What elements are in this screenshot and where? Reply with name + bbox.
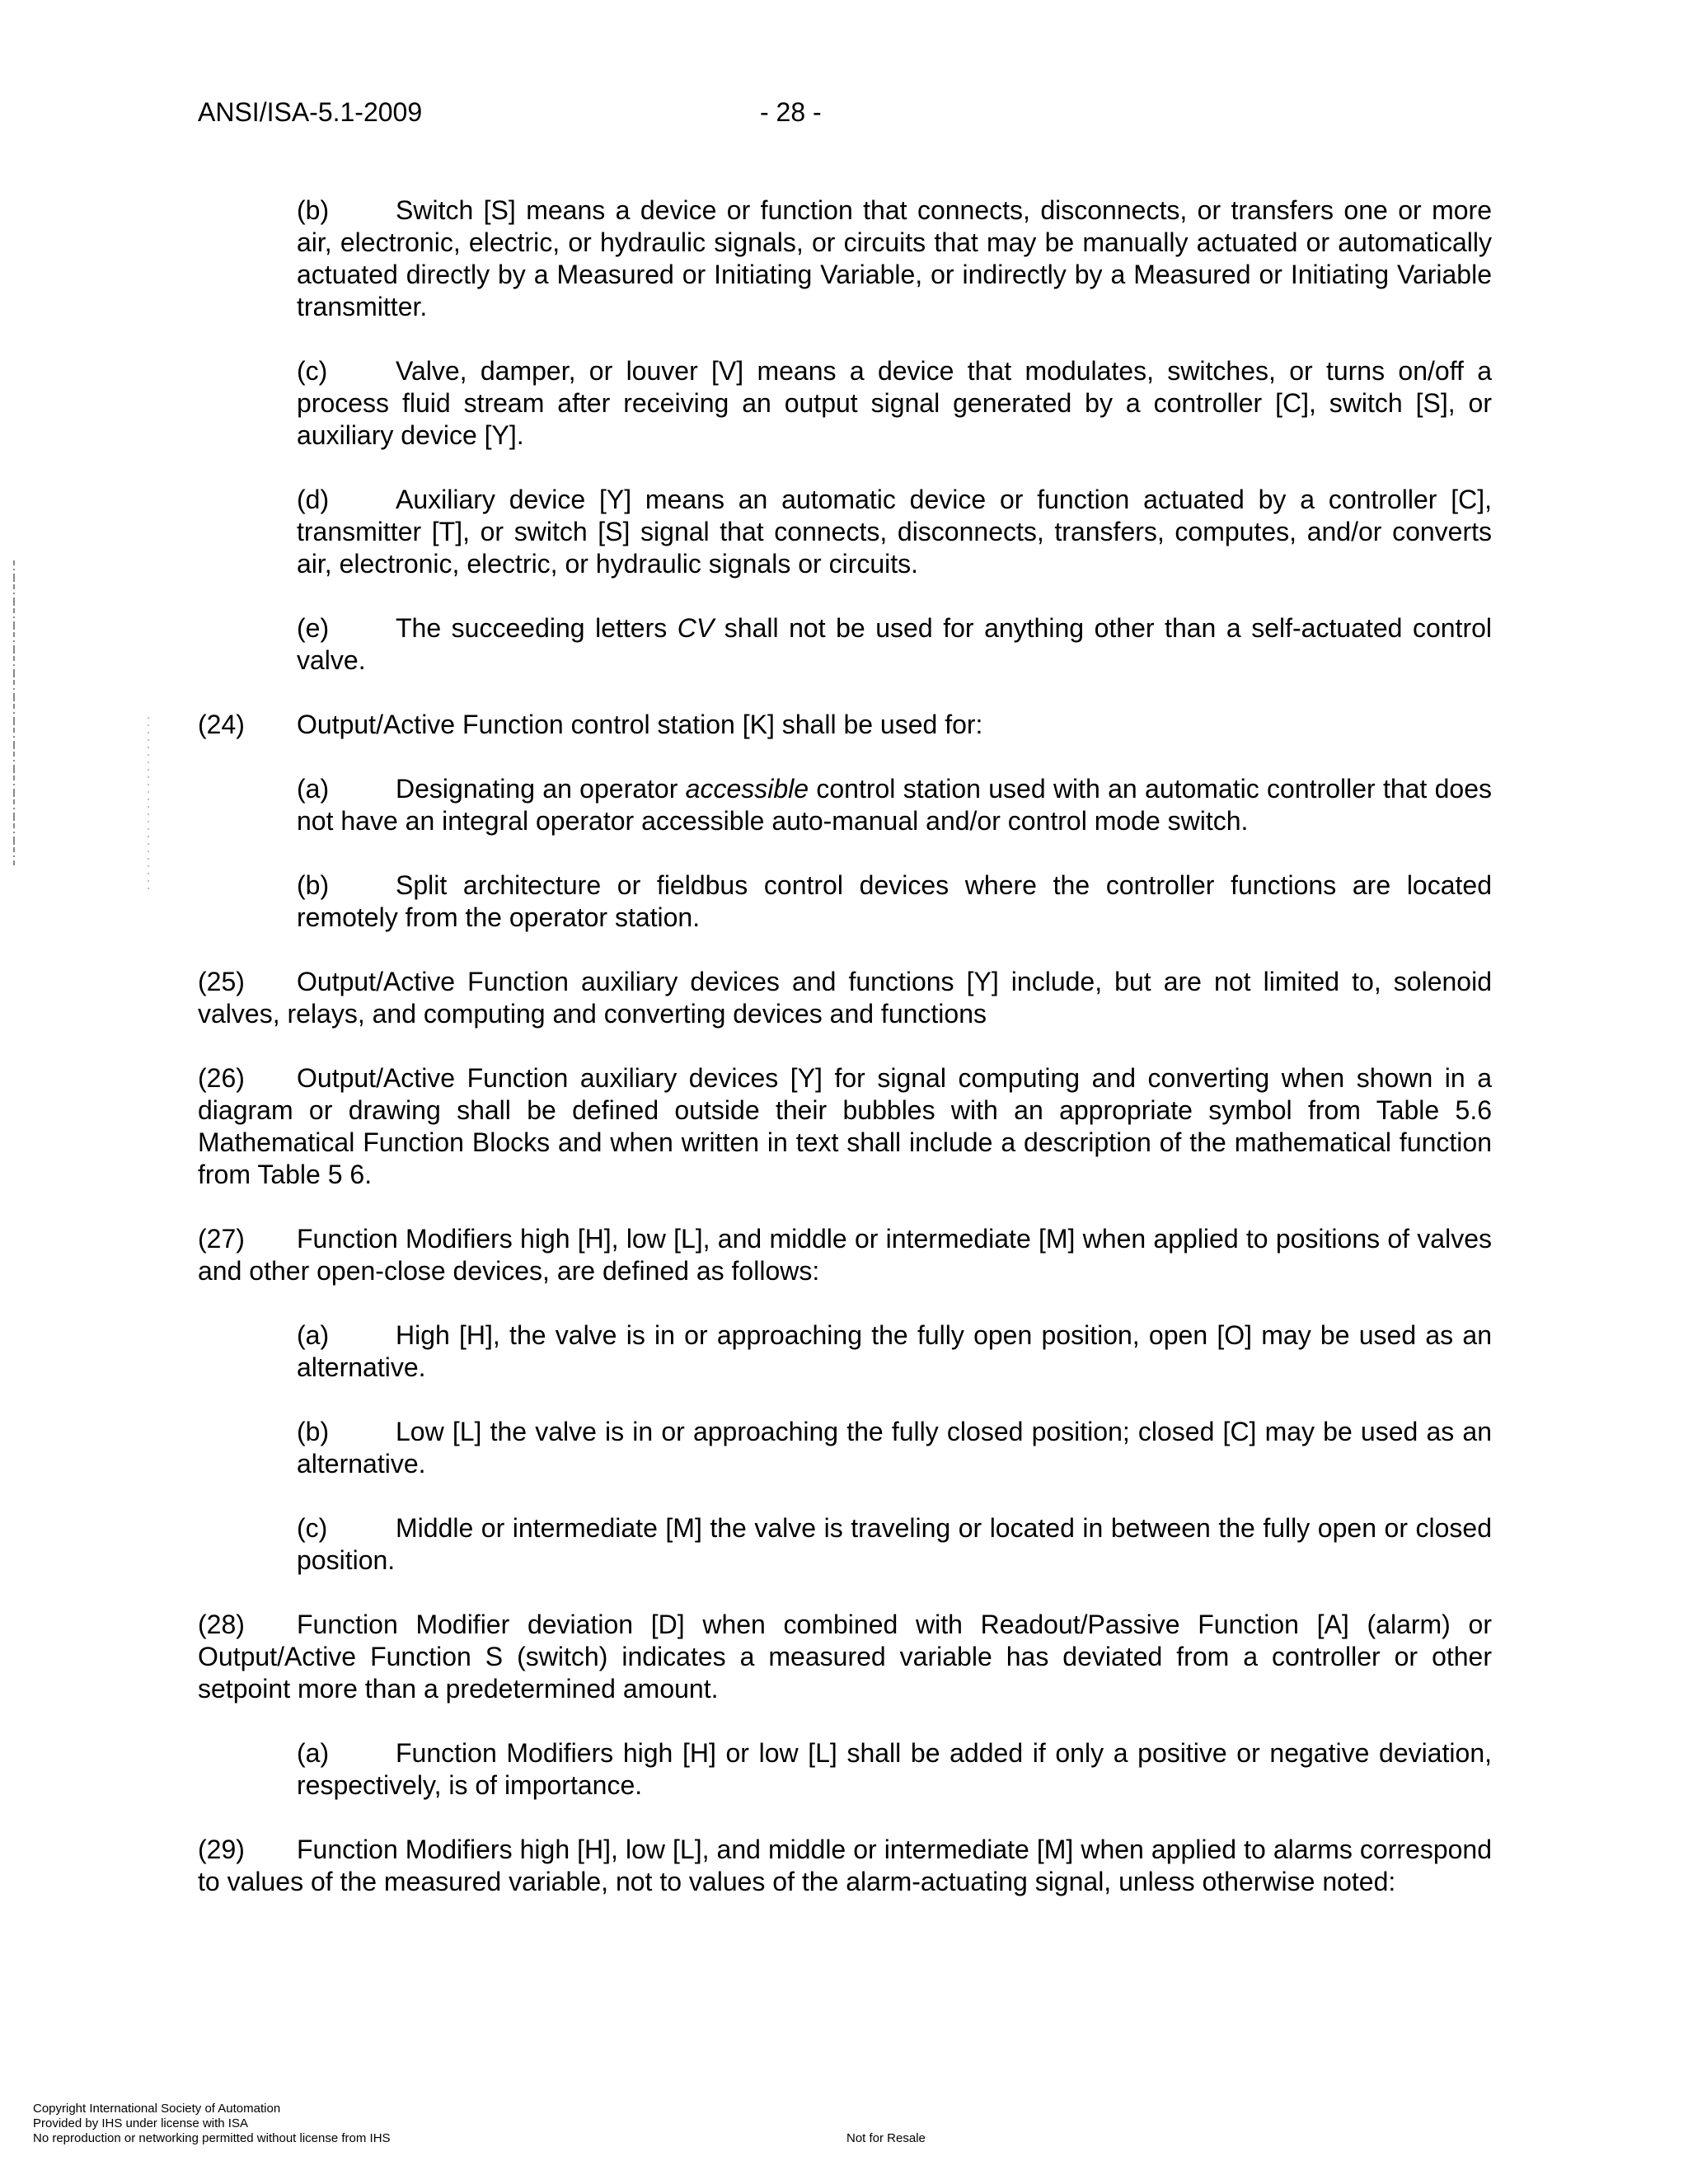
item-label: (24) (198, 710, 245, 739)
item-label: (26) (198, 1063, 245, 1093)
page-number: - 28 - (760, 97, 822, 127)
sub-item (297, 1319, 1492, 1384)
item-text: Output/Active Function control station [K] shall be used for: (297, 710, 983, 739)
item-text: Valve, damper, or louver [V] means a device that modulates, switches, or turns on/off a process fluid stream after receiving an output signal generated by a controller [C], switch [S], or auxiliary device [Y]. (297, 356, 1492, 450)
emphasis-text: accessible (685, 774, 809, 804)
numbered-item (198, 1834, 1492, 1898)
sub-item (297, 484, 1492, 580)
item-label: (29) (198, 1835, 245, 1864)
item-text: Split architecture or fieldbus control devices where the controller functions are located remotely from the operator station. (297, 870, 1492, 932)
sub-item (297, 869, 1492, 934)
sub-item (297, 1737, 1492, 1802)
numbered-item (198, 1223, 1492, 1287)
footer-line-3: No reproduction or networking permitted without license from IHS (33, 2131, 391, 2145)
item-label: (c) (297, 1513, 328, 1543)
emphasis-text: CV (677, 613, 715, 643)
item-text: Function Modifiers high [H], low [L], and middle or intermediate [M] when applied to alarms correspond to values of the measured variable, not to values of the alarm-actuating signal, unless otherwise noted: (198, 1835, 1492, 1896)
numbered-item (198, 1062, 1492, 1191)
numbered-item (198, 709, 1492, 741)
sub-item (297, 194, 1492, 323)
item-text: Auxiliary device [Y] means an automatic device or function actuated by a controller [C], transmitter [T], or switch [S] signal that connects, disconnects, transfers, computes, and/or converts air, electronic, electric, or hydraulic signals or circuits. (297, 485, 1492, 579)
item-label: (b) (297, 195, 330, 225)
footer-line-1: Copyright International Society of Automation (33, 2102, 281, 2116)
item-text: Switch [S] means a device or function that connects, disconnects, or transfers one or more air, electronic, electric, or hydraulic signals, or circuits that may be manually actuated or automatically actuated directly by a Measured or Initiating Variable, or indirectly by a Measured or Initiating Variable transmitter. (297, 195, 1492, 321)
item-text: shall not be used for anything other than a self-actuated control valve. (297, 613, 1493, 675)
numbered-item (198, 966, 1492, 1030)
item-text: Low [L] the valve is in or approaching the fully closed position; closed [C] may be used as an alternative. (297, 1417, 1492, 1479)
item-text: Middle or intermediate [M] the valve is traveling or located in between the fully open or closed position. (297, 1513, 1492, 1575)
item-text: Output/Active Function auxiliary devices and functions [Y] include, but are not limited to, solenoid valves, relays, and computing and converting devices and functions (198, 967, 1492, 1029)
item-text: Function Modifiers high [H], low [L], and middle or intermediate [M] when applied to positions of valves and other open-close devices, are defined as follows: (198, 1224, 1492, 1286)
item-text: control station used with an automatic controller that does not have an integral operator accessible auto-manual and/or control mode switch. (297, 774, 1493, 836)
margin-marks (12, 560, 16, 865)
item-label: (c) (297, 356, 328, 386)
item-text: Designating an operator (396, 774, 686, 804)
item-label: (28) (198, 1610, 245, 1639)
item-label: (b) (297, 870, 330, 900)
numbered-item (198, 1609, 1492, 1705)
item-text: Output/Active Function auxiliary devices [Y] for signal computing and converting when shown in a diagram or drawing shall be defined outside their bubbles with an appropriate symbol from Table 5.6 Mathematical Function Blocks and when written in text shall include a description of the mathematical function from Table 5 6. (198, 1063, 1492, 1189)
sub-item (297, 355, 1492, 452)
sub-item (297, 773, 1492, 837)
item-label: (e) (297, 613, 330, 643)
document-body (198, 194, 1492, 1930)
item-label: (25) (198, 967, 245, 996)
document-id: ANSI/ISA-5.1-2009 (198, 97, 423, 127)
item-label: (a) (297, 1320, 330, 1350)
item-label: (a) (297, 774, 330, 804)
item-label: (27) (198, 1224, 245, 1254)
sub-item (297, 1416, 1492, 1480)
item-label: (d) (297, 485, 330, 514)
item-label: (a) (297, 1738, 330, 1768)
footer-line-2: Provided by IHS under license with ISA (33, 2116, 248, 2130)
sub-item (297, 612, 1492, 677)
item-text: Function Modifier deviation [D] when combined with Readout/Passive Function [A] (alarm) or Output/Active Function S (switch) indicates a measured variable has deviated from a controller or other setpoint more than a predetermined amount. (198, 1610, 1492, 1704)
item-text: Function Modifiers high [H] or low [L] shall be added if only a positive or negative deviation, respectively, is of importance. (297, 1738, 1492, 1800)
not-for-resale-notice: Not for Resale (846, 2131, 926, 2145)
copyright-notice (33, 2102, 391, 2146)
item-label: (b) (297, 1417, 330, 1446)
sub-item (297, 1512, 1492, 1577)
margin-dots (147, 717, 150, 894)
item-text: The succeeding letters (396, 613, 678, 643)
item-text: High [H], the valve is in or approaching the fully open position, open [O] may be used as an alternative. (297, 1320, 1492, 1382)
